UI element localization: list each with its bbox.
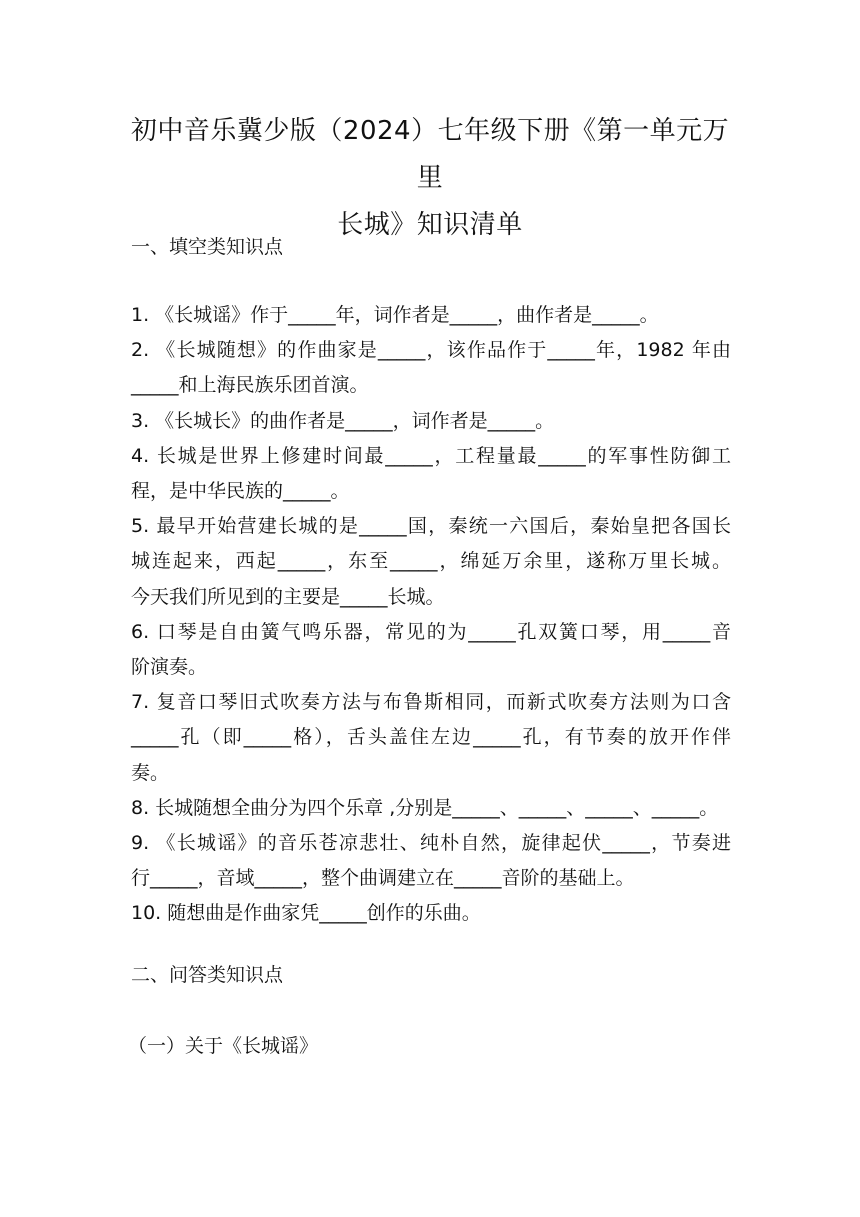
item-9-line-2: 行_____，音域_____，整个曲调建立在_____音阶的基础上。 [131, 867, 635, 890]
list-item-2 [131, 333, 731, 403]
list-item-6 [131, 615, 731, 685]
item-7-line-2: _____孔（即_____格），舌头盖住左边_____孔，有节奏的放开作伴 [131, 726, 731, 749]
item-4-line-2: 程，是中华民族的_____。 [131, 480, 350, 503]
item-2-line-2: _____和上海民族乐团首演。 [131, 374, 369, 397]
item-6-line-2: 阶演奏。 [131, 656, 208, 679]
list-item-9 [131, 826, 731, 896]
item-2-line-1: 2. 《长城随想》的作曲家是_____，该作品作于_____年，1982 年由 [131, 339, 731, 362]
item-6-line-1: 6. 口琴是自由簧气鸣乐器，常见的为_____孔双簧口琴，用_____音 [131, 620, 731, 643]
item-5-line-2: 城连起来，西起_____，东至_____，绵延万余里，遂称万里长城。 [131, 550, 731, 573]
item-7-line-1: 7. 复音口琴旧式吹奏方法与布鲁斯相同，而新式吹奏方法则为口含 [131, 691, 731, 714]
list-item-3 [131, 404, 731, 439]
fill-in-list [131, 298, 731, 932]
item-4-line-1: 4. 长城是世界上修建时间最_____，工程量最_____的军事性防御工 [131, 444, 731, 467]
item-5-line-1: 5. 最早开始营建长城的是_____国，秦统一六国后，秦始皇把各国长 [131, 515, 731, 538]
item-7-line-3: 奏。 [131, 761, 170, 784]
item-1-line-1: 1. 《长城谣》作于_____年，词作者是_____，曲作者是_____。 [131, 304, 659, 326]
item-5-line-3: 今天我们所见到的主要是_____长城。 [131, 585, 445, 608]
title-line-2: 长城》知识清单 [337, 210, 523, 240]
item-9-line-1: 9. 《长城谣》的音乐苍凉悲壮、纯朴自然，旋律起伏_____，节奏进 [131, 832, 731, 855]
list-item-5 [131, 509, 731, 615]
section-heading-fill-in: 一、填空类知识点 [131, 236, 284, 258]
title-line-1: 初中音乐冀少版（2024）七年级下册《第一单元万里 [130, 116, 730, 193]
list-item-10 [131, 896, 731, 931]
document-title [128, 108, 732, 249]
list-item-1 [131, 298, 731, 333]
section-heading-qa: 二、问答类知识点 [131, 964, 284, 986]
item-3-line-1: 3. 《长城长》的曲作者是_____，词作者是_____。 [131, 409, 555, 432]
item-8-line-1: 8. 长城随想全曲分为四个乐章 ,分别是_____、_____、_____、_____。 [131, 796, 719, 819]
subsection-heading-changchengyao: （一）关于《长城谣》 [128, 1035, 319, 1057]
list-item-7 [131, 685, 731, 791]
list-item-8 [131, 791, 731, 826]
list-item-4 [131, 439, 731, 509]
item-10-line-1: 10. 随想曲是作曲家凭_____创作的乐曲。 [131, 902, 481, 925]
